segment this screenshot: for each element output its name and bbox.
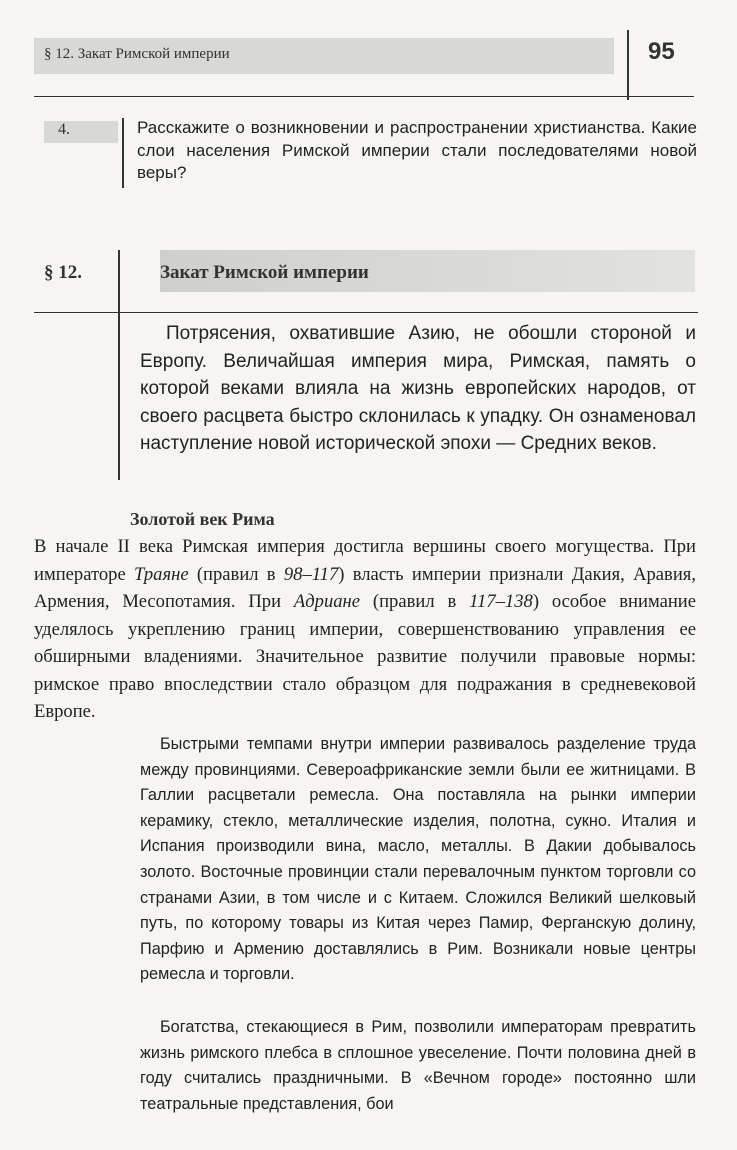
intro-paragraph: Потрясения, охватившие Азию, не обошли стороной и Европу. Величайшая империя мира, Римская, память о которой веками влияла на жизнь европейских народов, от своего расцвета быстро склонилась к упадку. Он ознаменовал наступление новой исторической эпохи — Средних веков. — [140, 323, 696, 454]
question-text: Расскажите о возникновении и распространении христианства. Какие слои населения Римской империи стали последователями новой веры? — [137, 118, 697, 182]
page-number: 95 — [648, 38, 675, 65]
running-header-title: § 12. Закат Римской империи — [44, 46, 230, 62]
question-number: 4. — [58, 121, 70, 138]
header-rule — [34, 96, 694, 97]
section-number: § 12. — [44, 262, 82, 283]
trajan-years: 98–117 — [283, 563, 339, 585]
golden-age-text-2: (правил в — [188, 563, 284, 585]
golden-age-text-4: (правил в — [360, 591, 470, 612]
section-rule — [34, 312, 698, 313]
header-divider — [627, 30, 629, 100]
body-paragraph-wealth: Богатства, стекающиеся в Рим, позволили императорам превратить жизнь римского плебса в сплошное увеселение. Почти половина дней в году считались праздничными. В «Вечном городе» постоянно шли театральные представления, бои — [140, 1018, 696, 1113]
section-title: Закат Римской империи — [160, 262, 369, 283]
hadrian-years: 117–138 — [469, 591, 533, 612]
section-divider — [118, 250, 120, 480]
golden-age-text-5: ) особое внимание уделялось укреплению границ империи, совершенствованию управления ее обширными владениями. Значительное развитие получили правовые нормы: римское право впоследствии стало образцом для подражания в средневековой Европе. — [34, 591, 696, 722]
question-number-box — [44, 121, 118, 143]
hadrian-name: Адриане — [293, 591, 361, 612]
golden-age-text-3: ) власть империи признали Дакия, Аравия, Армения, Месопотамия. При — [34, 563, 696, 612]
subheading: Золотой век Рима — [130, 509, 275, 529]
golden-age-text-1: В начале II века Римская империя достигла вершины своего могущества. При императоре — [34, 536, 696, 585]
trajan-name: Траяне — [133, 563, 189, 585]
question-divider — [122, 118, 124, 188]
golden-age-paragraph — [34, 533, 696, 726]
body-paragraph-trade: Быстрыми темпами внутри империи развивалось разделение труда между провинциями. Североафриканские земли были ее житницами. В Галлии расцветали ремесла. Она поставляла на рынки империи керамику, стекло, металлические изделия, полотна, сукно. Италия и Испания производили вина, масло, металлы. В Дакии добывалось золото. Восточные провинции стали перевалочным пунктом торговли со странами Азии, в том числе и с Китаем. Сложился Великий шелковый путь, по которому товары из Китая через Памир, Ферганскую долину, Парфию и Армению доставлялись в Рим. Возникали новые центры ремесла и торговли. — [140, 735, 696, 984]
